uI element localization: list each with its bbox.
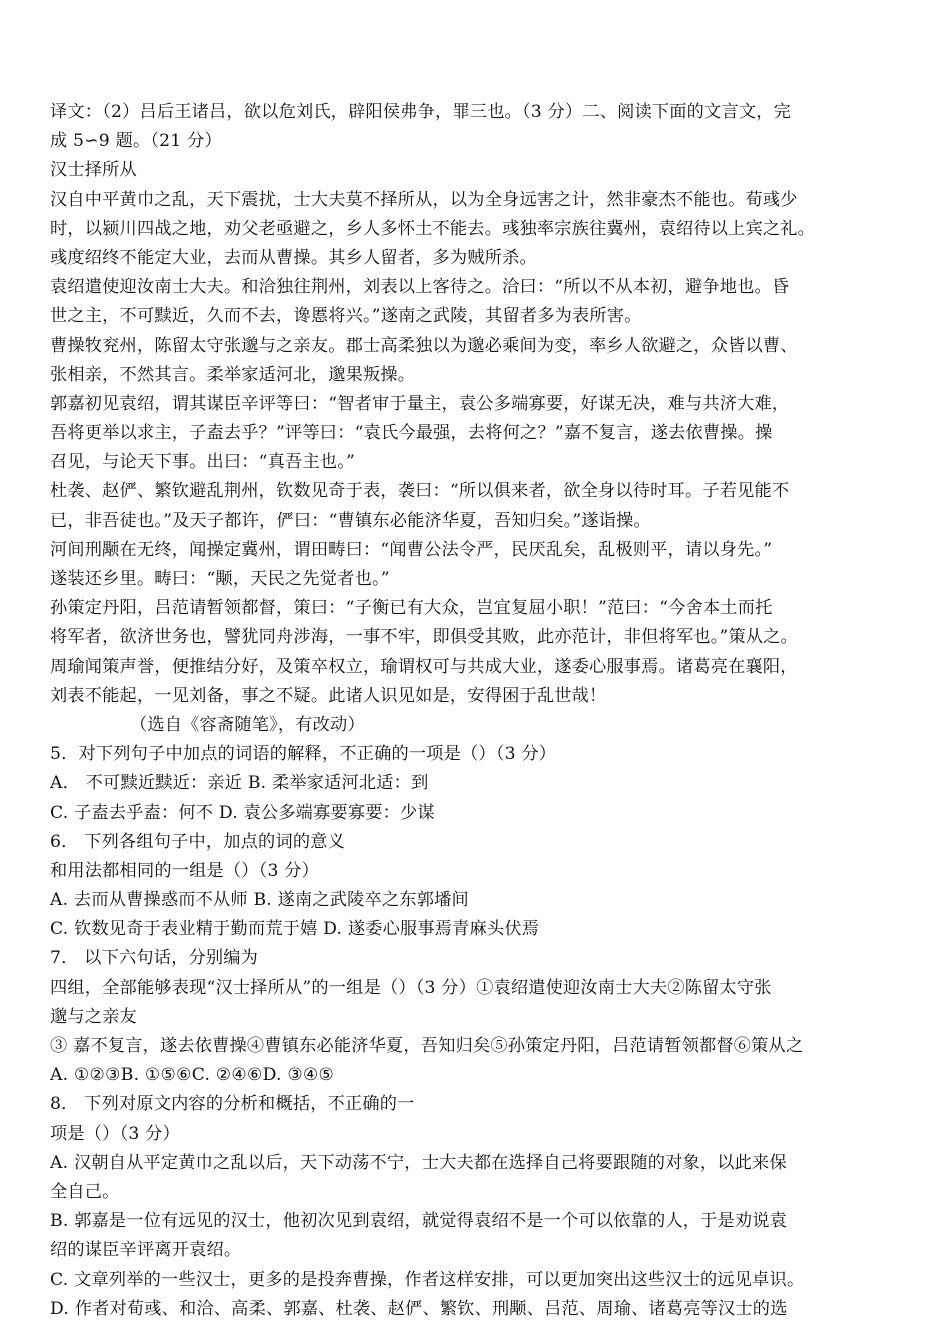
text-line: A. 去而从曹操惑而不从师 B. 遂南之武陵卒之东郭墦间 (50, 890, 469, 911)
text-line: 译文：（2）吕后王诸吕，欲以危刘氏，辟阳侯弗争，罪三也。（3 分）二、阅读下面的文言文，完 (50, 102, 792, 122)
text-line: A. ①②③B. ①⑤⑥C. ②④⑥D. ③④⑤ (50, 1065, 335, 1086)
text-line: ③ 嘉不复言，遂去依曹操④曹镇东必能济华夏，吾知归矣⑤孙策定丹阳，吕范请暂领都督⑥策从之 (50, 1036, 804, 1056)
text-line: 彧度绍终不能定大业，去而从曹操。其乡人留者，多为贼所杀。 (50, 247, 537, 268)
text-line: 6． 下列各组句子中，加点的词的意义 (50, 831, 346, 852)
text-line: 8． 下列对原文内容的分析和概括，不正确的一 (50, 1094, 415, 1115)
text-line: 已，非吾徒也。”及天子都许，俨曰：“曹镇东必能济华夏，吾知归矣。”遂诣操。 (50, 510, 651, 531)
text-line: 汉自中平黄巾之乱，天下震扰，士大夫莫不择所从，以为全身远害之计，然非豪杰不能也。荀彧少 (50, 189, 798, 210)
text-line: 张相亲，不然其言。柔举家适河北，邈果叛操。 (50, 364, 416, 385)
document-body (50, 98, 912, 1324)
text-line: 绍的谋臣辛评离开袁绍。 (50, 1240, 242, 1261)
text-line: D. 作者对荀彧、和洽、高柔、郭嘉、杜袭、赵俨、繁钦、刑颙、吕范、周瑜、诸葛亮等汉士的选 (50, 1298, 788, 1319)
text-line: 成 5∽9 题。（21 分） (50, 131, 222, 152)
text-line: 汉士择所从 (50, 160, 137, 181)
text-line: 5．对下列句子中加点的词语的解释，不正确的一项是（）（3 分） (50, 744, 557, 765)
text-line: 河间刑颙在无终，闻操定冀州，谓田畴曰：“闻曹公法令严，民厌乱矣，乱极则平，请以身先。” (50, 539, 773, 560)
text-line: 四组，全部能够表现“汉士择所从”的一组是（）（3 分）①袁绍遣使迎汝南士大夫②陈留太守张 (50, 977, 772, 998)
text-line: C. 钦数见奇于表业精于勤而荒于嬉 D. 遂委心服事焉青麻头伏焉 (50, 919, 540, 940)
text-line: 孙策定丹阳，吕范请暂领都督，策曰：“子衡已有大众，岂宜复屈小职！”范曰：“今舍本土而托 (50, 598, 773, 619)
text-line: 和用法都相同的一组是（）（3 分） (50, 860, 320, 881)
text-line: 杜袭、赵俨、繁钦避乱荆州，钦数见奇于表，袭曰：“所以俱来者，欲全身以待时耳。子若见能不 (50, 481, 790, 502)
text-line: 袁绍遣使迎汝南士大夫。和洽独往荆州，刘表以上客待之。洽曰：“所以不从本初，避争地也。昏 (50, 277, 790, 298)
text-line: 郭嘉初见袁绍，谓其谋臣辛评等曰：“智者审于量主，袁公多端寡要，好谋无决，难与共济大难， (50, 393, 790, 414)
text-line: 遂装还乡里。畴曰：“颙，天民之先觉者也。” (50, 569, 390, 589)
text-line: 周瑜闻策声誉，便推结分好，及策卒权立，瑜谓权可与共成大业，遂委心服事焉。诸葛亮在襄阳， (50, 656, 798, 677)
text-line: 刘表不能起，一见刘备，事之不疑。此诸人识见如是，安得困于乱世哉！ (50, 685, 607, 706)
text-line: 邈与之亲友 (50, 1006, 137, 1027)
text-line: 将军者，欲济世务也，譬犹同舟涉海，一事不牢，即俱受其败，此亦范计，非但将军也。”策从之。 (50, 627, 799, 648)
text-line: A. 汉朝自从平定黄巾之乱以后，天下动荡不宁，士大夫都在选择自己将要跟随的对象，以此来保 (50, 1152, 787, 1173)
text-line: 时，以颍川四战之地，劝父老亟避之，乡人多怀土不能去。彧独率宗族往冀州，袁绍待以上宾之礼。 (50, 218, 816, 239)
text-line: C. 子盍去乎盍：何不 D. 袁公多端寡要寡要：少谋 (50, 802, 435, 823)
text-line: C. 文章列举的一些汉士，更多的是投奔曹操，作者这样安排，可以更加突出这些汉士的远见卓识。 (50, 1269, 805, 1290)
text-line: 全自己。 (50, 1181, 120, 1202)
text-line: 项是（）（3 分） (50, 1123, 180, 1144)
text-line: （选自《容斋随笔》，有改动） (130, 714, 365, 735)
text-line: 吾将更举以求主，子盍去乎？”评等曰：“袁氏今最强，去将何之？”嘉不复言，遂去依曹操。操 (50, 423, 773, 444)
text-line: 世之主，不可黩近，久而不去，谗慝将兴。”遂南之武陵，其留者多为表所害。 (50, 306, 642, 327)
text-line: A． 不可黩近黩近：亲近 B. 柔举家适河北适：到 (50, 773, 429, 794)
text-line: B. 郭嘉是一位有远见的汉士，他初次见到袁绍，就觉得袁绍不是一个可以依靠的人，于是劝说袁 (50, 1211, 788, 1232)
text-line: 7． 以下六句话，分别编为 (50, 948, 259, 969)
text-line: 召见，与论天下事。出曰：“真吾主也。” (50, 452, 355, 473)
text-line: 曹操牧兖州，陈留太守张邈与之亲友。郡士高柔独以为邈必乘间为变，率乡人欲避之，众皆以曹、 (50, 335, 798, 356)
